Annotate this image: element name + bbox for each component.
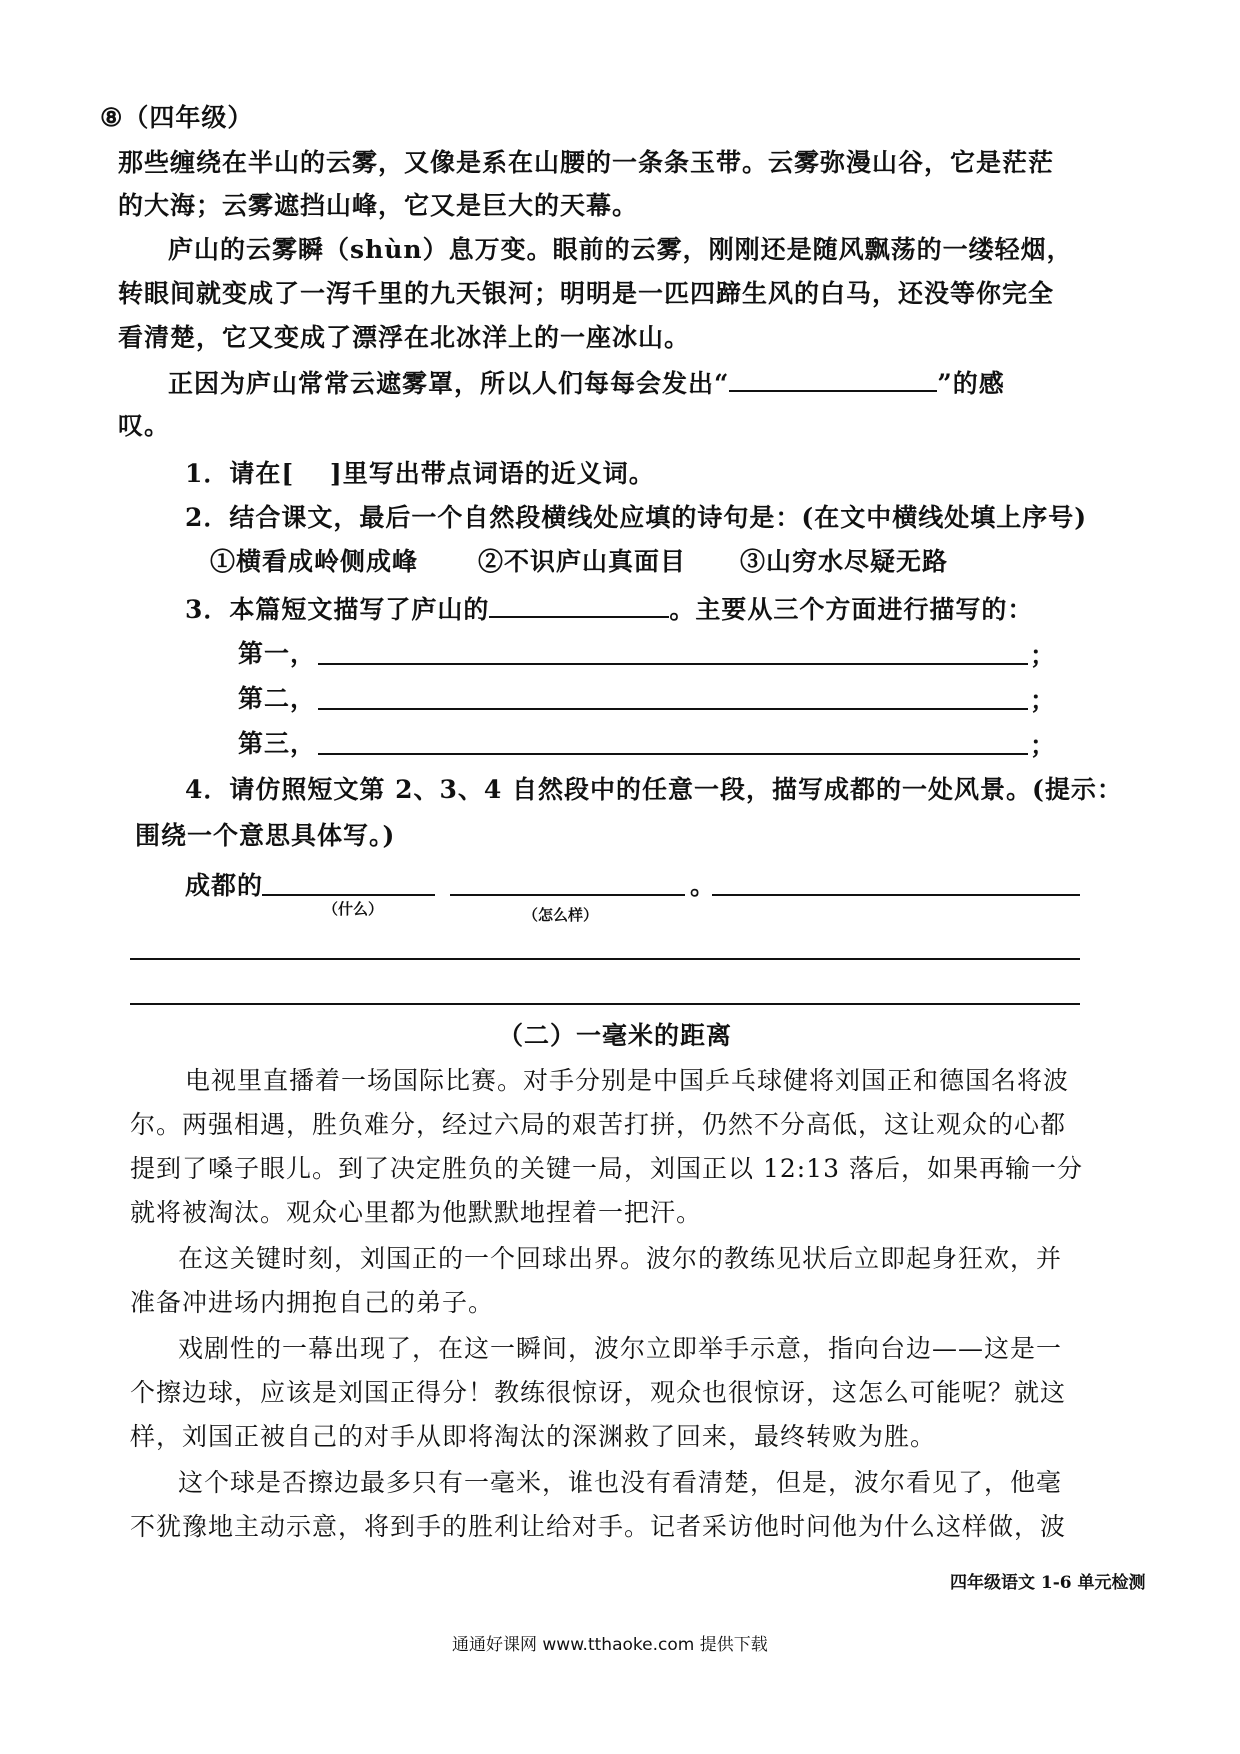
question-4-line1: 4．请仿照短文第 2、3、4 自然段中的任意一段，描写成都的一处风景。(提示： — [185, 775, 1123, 804]
q3-second-label: 第二， — [238, 684, 317, 713]
q4-answer-line-1[interactable] — [130, 958, 1080, 960]
passage2-title: （二）一毫米的距离 — [498, 1021, 733, 1050]
passage2-line: 这个球是否擦边最多只有一毫米，谁也没有看清楚，但是，波尔看见了，他毫 — [178, 1468, 1063, 1497]
passage2-line: 不犹豫地主动示意，将到手的胜利让给对手。记者采访他时问他为什么这样做，波 — [130, 1512, 1067, 1541]
passage2-line: 提到了嗓子眼儿。到了决定胜负的关键一局，刘国正以 12:13 落后，如果再输一分 — [130, 1154, 1083, 1183]
passage1-p3-text-a: 正因为庐山常常云遮雾罩，所以人们每每会发出“ — [168, 369, 730, 398]
question-1: 1．请在[ ]里写出带点词语的近义词。 — [185, 459, 655, 488]
question-4-line2: 围绕一个意思具体写。) — [135, 821, 396, 850]
q3-second-semicolon: ； — [1030, 686, 1057, 715]
q3-third-line[interactable] — [318, 753, 1028, 755]
passage2-line: 尔。两强相遇，胜负难分，经过六局的艰苦打拼，仍然不分高低，这让观众的心都 — [130, 1110, 1067, 1139]
q2-option-3: ③山穷水尽疑无路 — [740, 547, 949, 576]
passage1-p2-line1: 庐山的云雾瞬（shùn）息万变。眼前的云雾，刚刚还是随风飘荡的一缕轻烟， — [168, 235, 1073, 264]
q3-first-semicolon: ； — [1030, 641, 1057, 670]
q4-period: 。 — [690, 871, 717, 900]
q4-what-line[interactable] — [262, 894, 435, 896]
q4-hint-how: （怎么样） — [523, 906, 599, 924]
q3-blank[interactable] — [489, 590, 669, 618]
passage1-p3-line2: 叹。 — [118, 411, 171, 440]
q3-second-line[interactable] — [318, 708, 1028, 710]
q3-third-label: 第三， — [238, 729, 317, 758]
q4-answer-line-2[interactable] — [130, 1003, 1080, 1005]
passage1-p1-line2: 的大海；云雾遮挡山峰，它又是巨大的天幕。 — [118, 191, 639, 220]
unit-label: 四年级语文 1-6 单元检测 — [950, 1573, 1146, 1593]
q4-prefix: 成都的 — [185, 871, 264, 900]
passage2-line: 个擦边球，应该是刘国正得分！教练很惊讶，观众也很惊讶，这怎么可能呢？就这 — [130, 1378, 1067, 1407]
q4-how-line[interactable] — [450, 894, 685, 896]
q2-option-2: ②不识庐山真面目 — [478, 547, 687, 576]
q3-first-label: 第一， — [238, 639, 317, 668]
q3-third-semicolon: ； — [1030, 731, 1057, 760]
grade-label: （四年级） — [123, 103, 254, 132]
poem-answer-blank[interactable] — [729, 364, 937, 392]
passage2-line: 准备冲进场内拥抱自己的弟子。 — [130, 1288, 495, 1317]
passage2-line: 电视里直播着一场国际比赛。对手分别是中国乒乓球健将刘国正和德国名将波 — [185, 1066, 1070, 1095]
passage2-line: 戏剧性的一幕出现了，在这一瞬间，波尔立即举手示意，指向台边——这是一 — [178, 1334, 1063, 1363]
section-marker: ⑧ — [100, 103, 124, 132]
site-footer: 通通好课网 www.tthaoke.com 提供下载 — [452, 1635, 768, 1655]
q2-option-1: ①横看成岭侧成峰 — [210, 547, 419, 576]
passage2-line: 在这关键时刻，刘国正的一个回球出界。波尔的教练见状后立即起身狂欢，并 — [178, 1244, 1063, 1273]
q3-text-b: 。主要从三个方面进行描写的： — [669, 595, 1034, 624]
q4-continue-line[interactable] — [712, 894, 1080, 896]
question-2: 2．结合课文，最后一个自然段横线处应填的诗句是：(在文中横线处填上序号) — [185, 503, 1088, 532]
passage1-p1-line1: 那些缠绕在半山的云雾，又像是系在山腰的一条条玉带。云雾弥漫山谷，它是茫茫 — [118, 148, 1055, 177]
passage1-p2-line2: 转眼间就变成了一泻千里的九天银河；明明是一匹四蹄生风的白马，还没等你完全 — [118, 279, 1055, 308]
passage1-p3-line1 — [168, 364, 1005, 402]
q4-hint-what: （什么） — [323, 900, 384, 918]
q3-first-line[interactable] — [318, 663, 1028, 665]
section-header — [100, 100, 253, 136]
question-3 — [185, 590, 1033, 628]
passage1-p3-text-b: ”的感 — [937, 369, 1005, 398]
q3-text-a: 3．本篇短文描写了庐山的 — [185, 595, 490, 624]
passage2-line: 样，刘国正被自己的对手从即将淘汰的深渊救了回来，最终转败为胜。 — [130, 1422, 937, 1451]
passage1-p2-line3: 看清楚，它又变成了漂浮在北冰洋上的一座冰山。 — [118, 323, 691, 352]
passage2-line: 就将被淘汰。观众心里都为他默默地捏着一把汗。 — [130, 1198, 703, 1227]
